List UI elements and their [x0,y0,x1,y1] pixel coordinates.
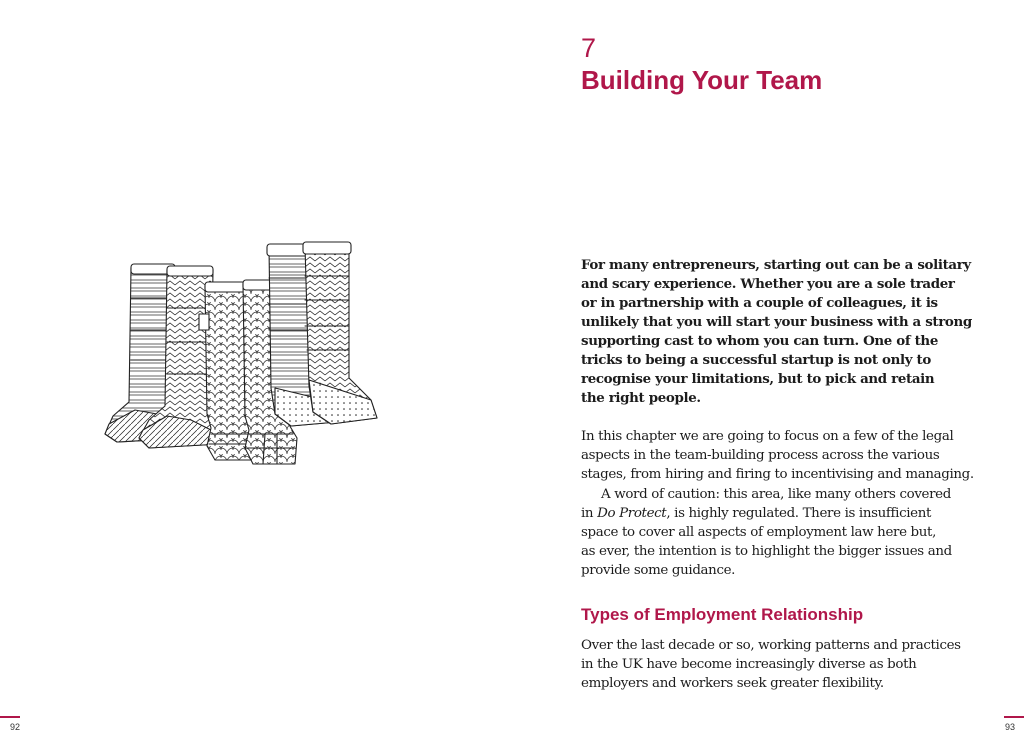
page-number-left: 92 [10,722,21,732]
text-line: provide some guidance. [581,563,736,579]
chapter-title: Building Your Team [581,65,823,95]
intro-paragraph [581,256,972,408]
text-line: tricks to being a successful startup is not only to [581,352,931,368]
text-line: supporting cast to whom you can turn. One of the [581,333,938,349]
body-paragraphs [581,427,974,581]
text-line: stages, from hiring and firing to incentivising and managing. [581,467,974,483]
text-line: space to cover all aspects of employment law here but, [581,525,936,541]
book-title-italic: Do Protect [597,505,667,521]
text-fragment: in [581,505,598,521]
section-paragraph [581,636,961,694]
text-line: in the UK have become increasingly diverse as both [581,657,917,673]
text-line-emphasis [581,504,961,523]
boots-illustration [95,238,395,468]
text-line: or in partnership with a couple of colleagues, it is [581,295,938,311]
folio-marker-left [0,716,20,718]
text-line: employers and workers seek greater flexibility. [581,676,884,692]
text-line: unlikely that you will start your business with a strong [581,314,972,330]
text-line: Over the last decade or so, working patterns and practices [581,638,961,653]
text-line-indented: A word of caution: this area, like many others covered [601,486,951,502]
chapter-number: 7 [581,33,597,63]
text-line: aspects in the team-building process across the various [581,448,940,464]
page-number-right: 93 [1004,722,1015,732]
folio-marker-right [1004,716,1024,718]
text-line: recognise your limitations, but to pick and retain [581,371,935,387]
text-line: the right people. [581,390,701,406]
text-fragment: , is highly regulated. There is insufficient [666,505,932,521]
text-line: and scary experience. Whether you are a sole trader [581,276,955,292]
text-line: In this chapter we are going to focus on a few of the legal [581,429,954,444]
text-line: For many entrepreneurs, starting out can be a solitary [581,257,971,273]
text-line: as ever, the intention is to highlight the bigger issues and [581,544,952,560]
section-heading: Types of Employment Relationship [581,605,864,624]
